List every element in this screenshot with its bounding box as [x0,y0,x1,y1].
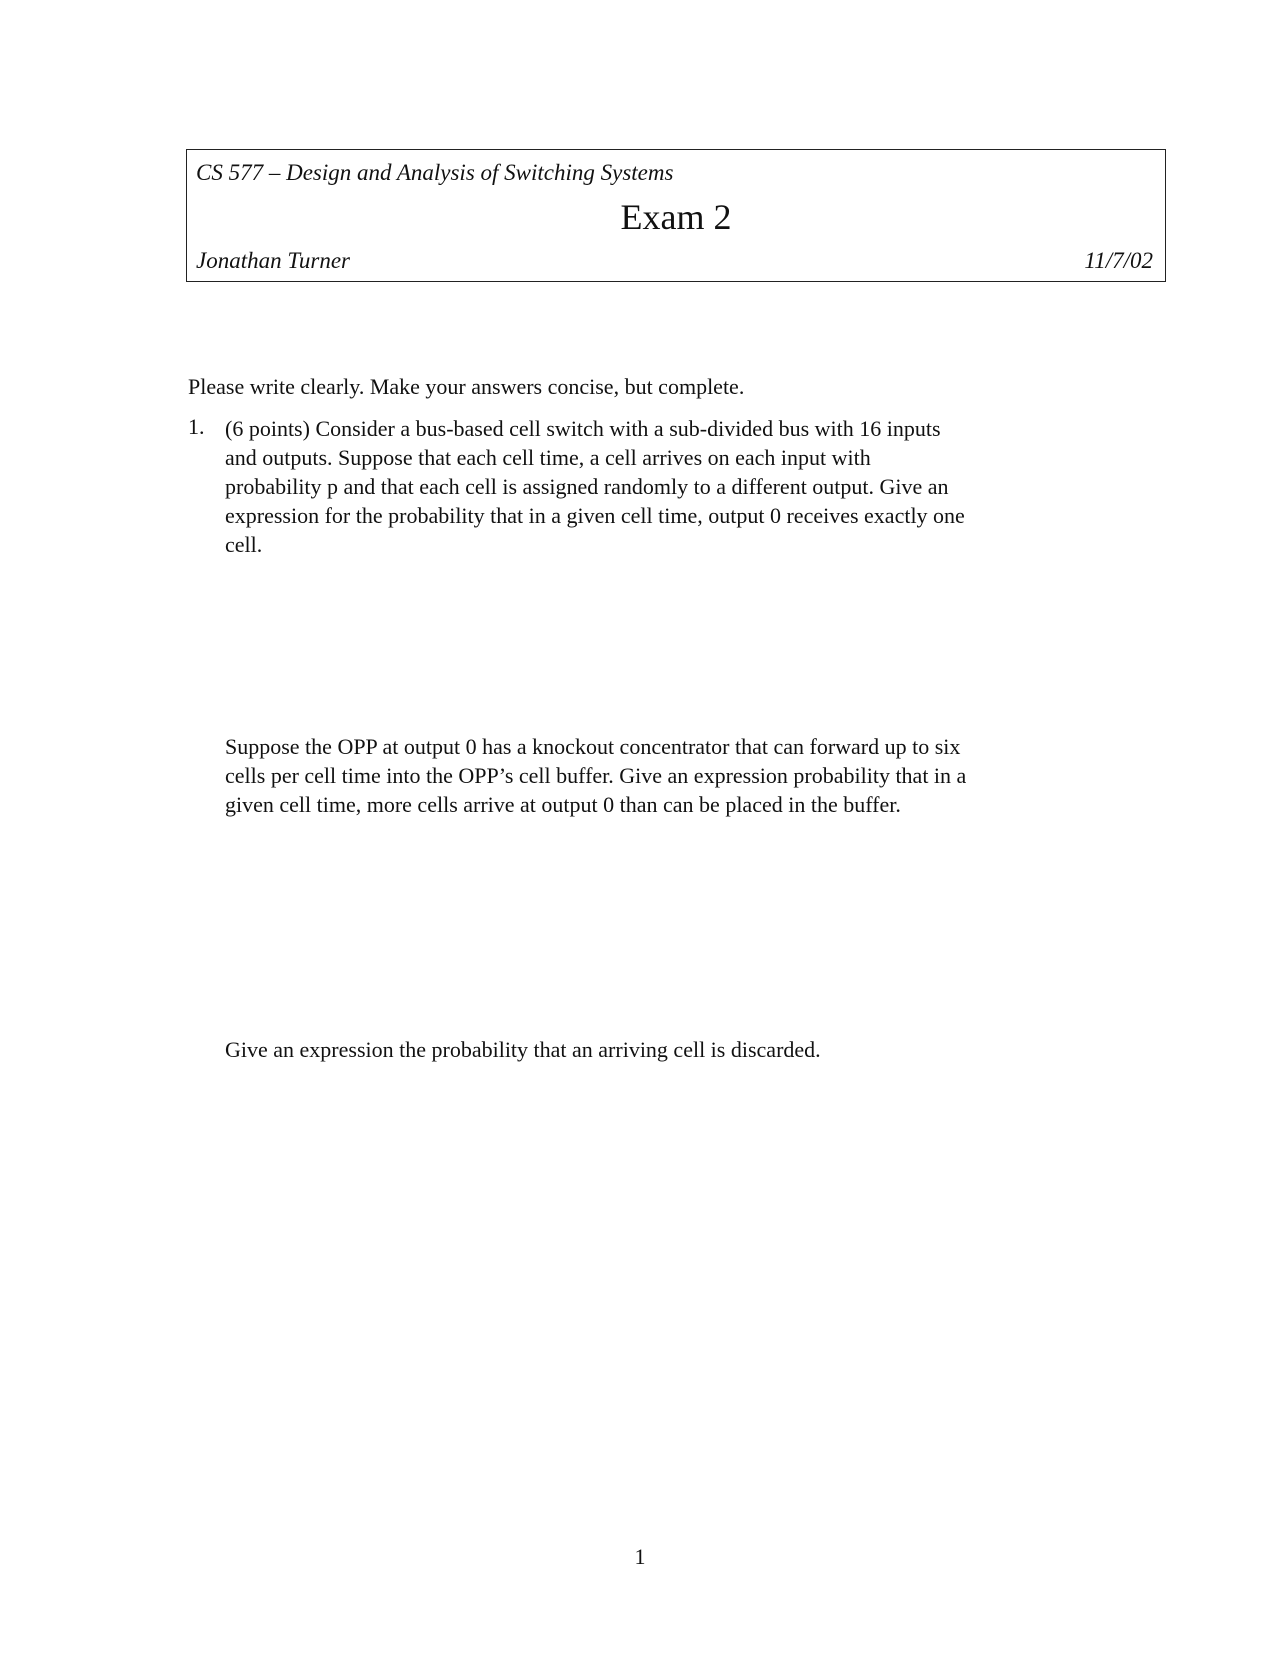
paragraph-line: probability p and that each cell is assigned randomly to a different output. Give an [225,474,949,499]
instructions: Please write clearly. Make your answers concise, but complete. [188,374,745,399]
question-1-part-a [225,414,1105,559]
paragraph-line: expression for the probability that in a given cell time, output 0 receives exactly one [225,503,965,528]
author-name: Jonathan Turner [196,248,350,273]
paragraph-line: Give an expression the probability that an arriving cell is discarded. [225,1037,821,1062]
paragraph-line: cells per cell time into the OPP’s cell buffer. Give an expression probability that in a [225,763,967,788]
question-1-part-c [225,1035,1105,1064]
question-number: 1. [188,414,205,439]
paragraph-line: given cell time, more cells arrive at output 0 than can be placed in the buffer. [225,792,901,817]
exam-title: Exam 2 [620,197,732,237]
paragraph-line: and outputs. Suppose that each cell time, a cell arrives on each input with [225,445,871,470]
question-1-part-b [225,732,1105,819]
exam-date: 11/7/02 [1084,248,1153,273]
page-number: 1 [634,1544,646,1569]
paragraph-line: Suppose the OPP at output 0 has a knockout concentrator that can forward up to six [225,734,961,759]
paragraph-line: cell. [225,532,263,557]
course-title: CS 577 – Design and Analysis of Switching Systems [196,160,674,185]
paragraph-line: (6 points) Consider a bus-based cell switch with a sub-divided bus with 16 inputs [225,416,941,441]
exam-header-box [186,149,1166,282]
